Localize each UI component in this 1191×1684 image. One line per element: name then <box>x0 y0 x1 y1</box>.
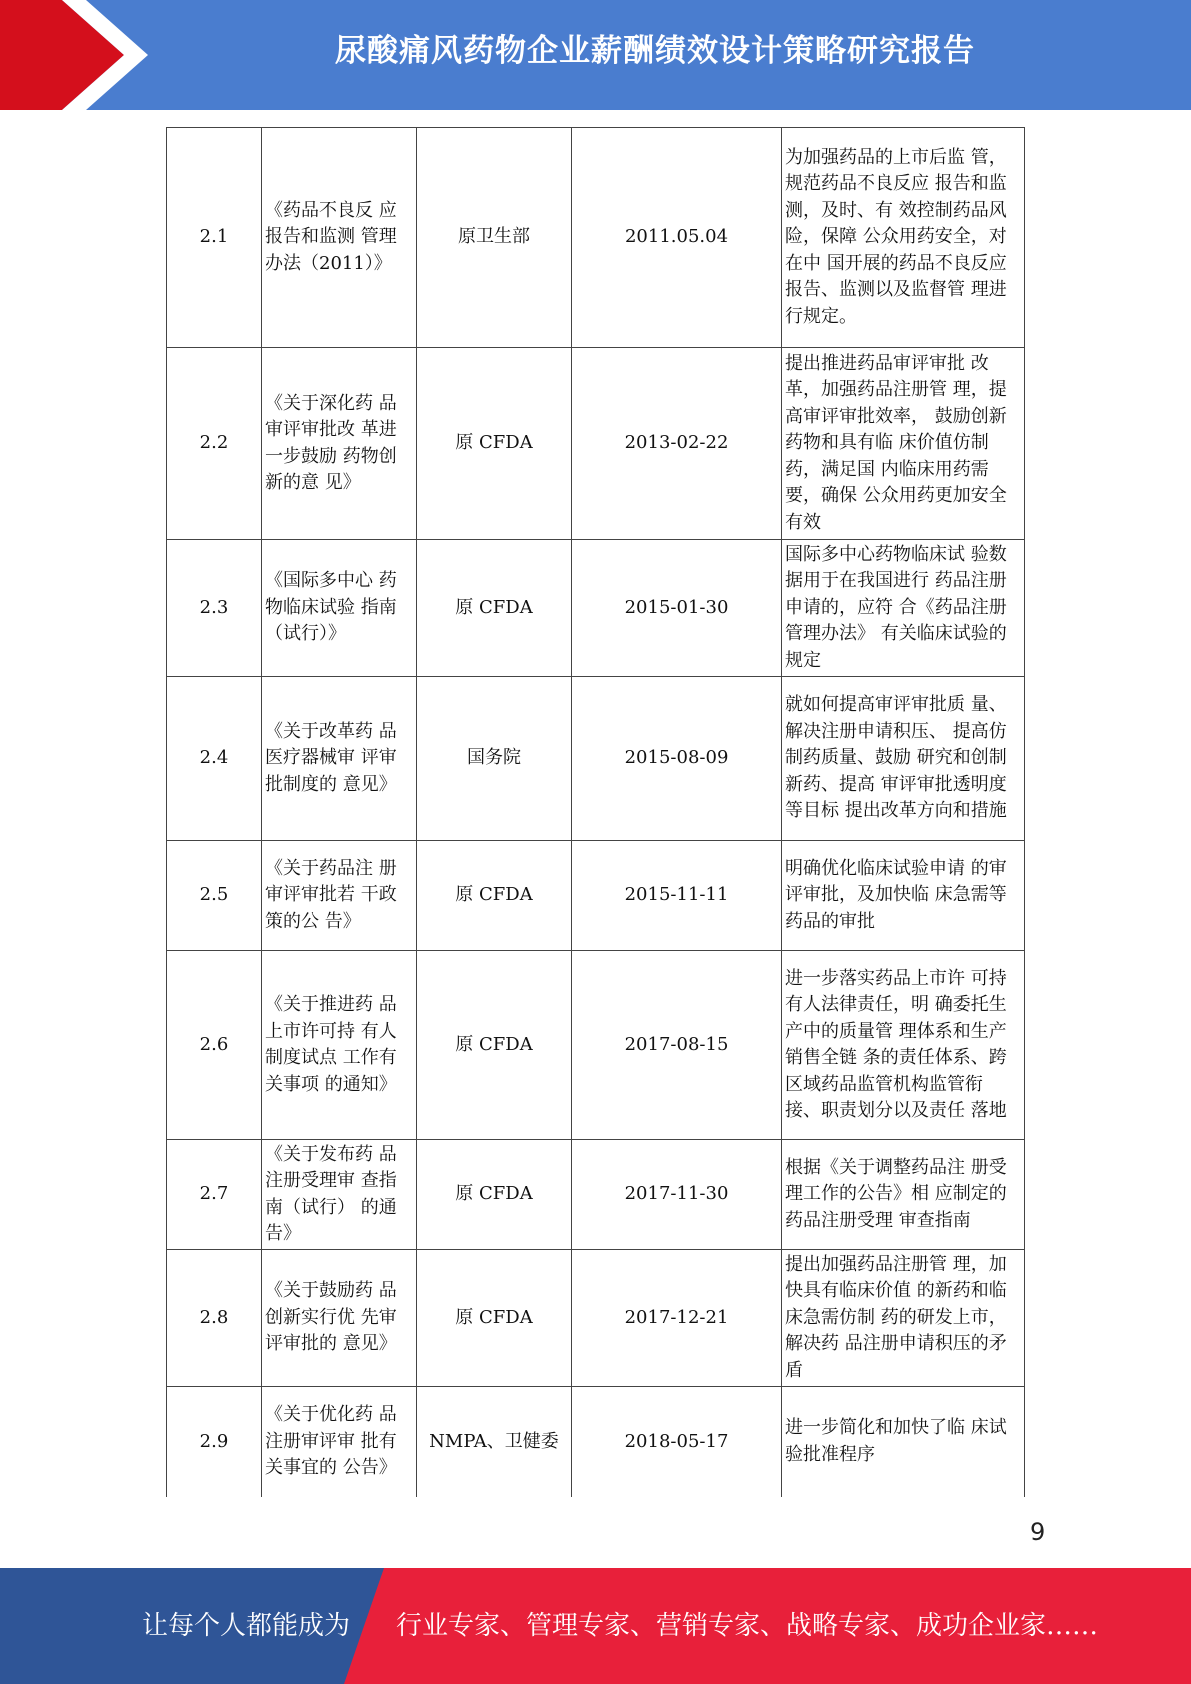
document-name: 《关于药品注 册审评审批若 干政策的公 告》 <box>262 841 417 951</box>
policy-table <box>166 127 1025 1497</box>
issue-date: 2017-12-21 <box>572 1250 782 1387</box>
row-number: 2.5 <box>167 841 262 951</box>
table-row <box>167 677 1025 841</box>
table-row <box>167 1387 1025 1497</box>
table-row <box>167 1250 1025 1387</box>
document-name: 《关于优化药 品注册审评审 批有关事宜的 公告》 <box>262 1387 417 1497</box>
issue-date: 2015-01-30 <box>572 540 782 677</box>
issue-date: 2013-02-22 <box>572 348 782 540</box>
description: 根据《关于调整药品注 册受理工作的公告》相 应制定的药品注册受理 审查指南 <box>782 1140 1025 1250</box>
table-row <box>167 841 1025 951</box>
page-number: 9 <box>1030 1518 1046 1546</box>
issuing-authority: 原 CFDA <box>417 841 572 951</box>
row-number: 2.3 <box>167 540 262 677</box>
document-name: 《关于深化药 品审评审批改 革进一步鼓励 药物创新的意 见》 <box>262 348 417 540</box>
row-number: 2.4 <box>167 677 262 841</box>
row-number: 2.8 <box>167 1250 262 1387</box>
row-number: 2.7 <box>167 1140 262 1250</box>
description: 提出加强药品注册管 理，加快具有临床价值 的新药和临床急需仿制 药的研发上市，解决药 品注册申请积压的矛盾 <box>782 1250 1025 1387</box>
issuing-authority: 原 CFDA <box>417 1250 572 1387</box>
description: 为加强药品的上市后监 管，规范药品不良反应 报告和监测，及时、有 效控制药品风险，保障 公众用药安全，对在中 国开展的药品不良反应 报告、监测以及监督管 理进行规定。 <box>782 128 1025 348</box>
issuing-authority: 原 CFDA <box>417 951 572 1140</box>
table-row <box>167 348 1025 540</box>
table-row <box>167 951 1025 1140</box>
description: 提出推进药品审评审批 改革，加强药品注册管 理，提高审评审批效率， 鼓励创新药物和具有临 床价值仿制药，满足国 内临床用药需要，确保 公众用药更加安全有效 <box>782 348 1025 540</box>
issuing-authority: 国务院 <box>417 677 572 841</box>
row-number: 2.1 <box>167 128 262 348</box>
footer-slogan-right: 行业专家、管理专家、营销专家、战略专家、成功企业家…… <box>396 1611 1099 1641</box>
row-number: 2.2 <box>167 348 262 540</box>
page-title: 尿酸痛风药物企业薪酬绩效设计策略研究报告 <box>335 33 975 69</box>
issue-date: 2017-11-30 <box>572 1140 782 1250</box>
issue-date: 2018-05-17 <box>572 1387 782 1497</box>
issuing-authority: 原卫生部 <box>417 128 572 348</box>
issuing-authority: NMPA、卫健委 <box>417 1387 572 1497</box>
issuing-authority: 原 CFDA <box>417 540 572 677</box>
document-name: 《关于改革药 品医疗器械审 评审批制度的 意见》 <box>262 677 417 841</box>
document-name: 《关于发布药 品注册受理审 查指南（试行） 的通告》 <box>262 1140 417 1250</box>
page-header <box>0 0 1191 110</box>
table-row <box>167 540 1025 677</box>
issue-date: 2015-08-09 <box>572 677 782 841</box>
document-name: 《关于推进药 品上市许可持 有人制度试点 工作有关事项 的通知》 <box>262 951 417 1140</box>
issuing-authority: 原 CFDA <box>417 348 572 540</box>
row-number: 2.9 <box>167 1387 262 1497</box>
description: 明确优化临床试验申请 的审评审批，及加快临 床急需等药品的审批 <box>782 841 1025 951</box>
description: 就如何提高审评审批质 量、解决注册申请积压、 提高仿制药质量、鼓励 研究和创制新药、提高 审评审批透明度等目标 提出改革方向和措施 <box>782 677 1025 841</box>
issue-date: 2011.05.04 <box>572 128 782 348</box>
document-name: 《药品不良反 应报告和监测 管理办法（2011）》 <box>262 128 417 348</box>
table-row <box>167 128 1025 348</box>
policy-table-container <box>166 127 1024 1497</box>
row-number: 2.6 <box>167 951 262 1140</box>
document-name: 《国际多中心 药物临床试验 指南（试行）》 <box>262 540 417 677</box>
document-name: 《关于鼓励药 品创新实行优 先审评审批的 意见》 <box>262 1250 417 1387</box>
description: 国际多中心药物临床试 验数据用于在我国进行 药品注册申请的，应符 合《药品注册管理办法》 有关临床试验的规定 <box>782 540 1025 677</box>
issue-date: 2017-08-15 <box>572 951 782 1140</box>
description: 进一步落实药品上市许 可持有人法律责任，明 确委托生产中的质量管 理体系和生产销售全链 条的责任体系、跨区域药品监管机构监管衔 接、职责划分以及责任 落地 <box>782 951 1025 1140</box>
page-footer <box>0 1568 1191 1684</box>
table-row <box>167 1140 1025 1250</box>
footer-slogan-left: 让每个人都能成为 <box>142 1611 351 1641</box>
description: 进一步简化和加快了临 床试验批准程序 <box>782 1387 1025 1497</box>
issue-date: 2015-11-11 <box>572 841 782 951</box>
issuing-authority: 原 CFDA <box>417 1140 572 1250</box>
